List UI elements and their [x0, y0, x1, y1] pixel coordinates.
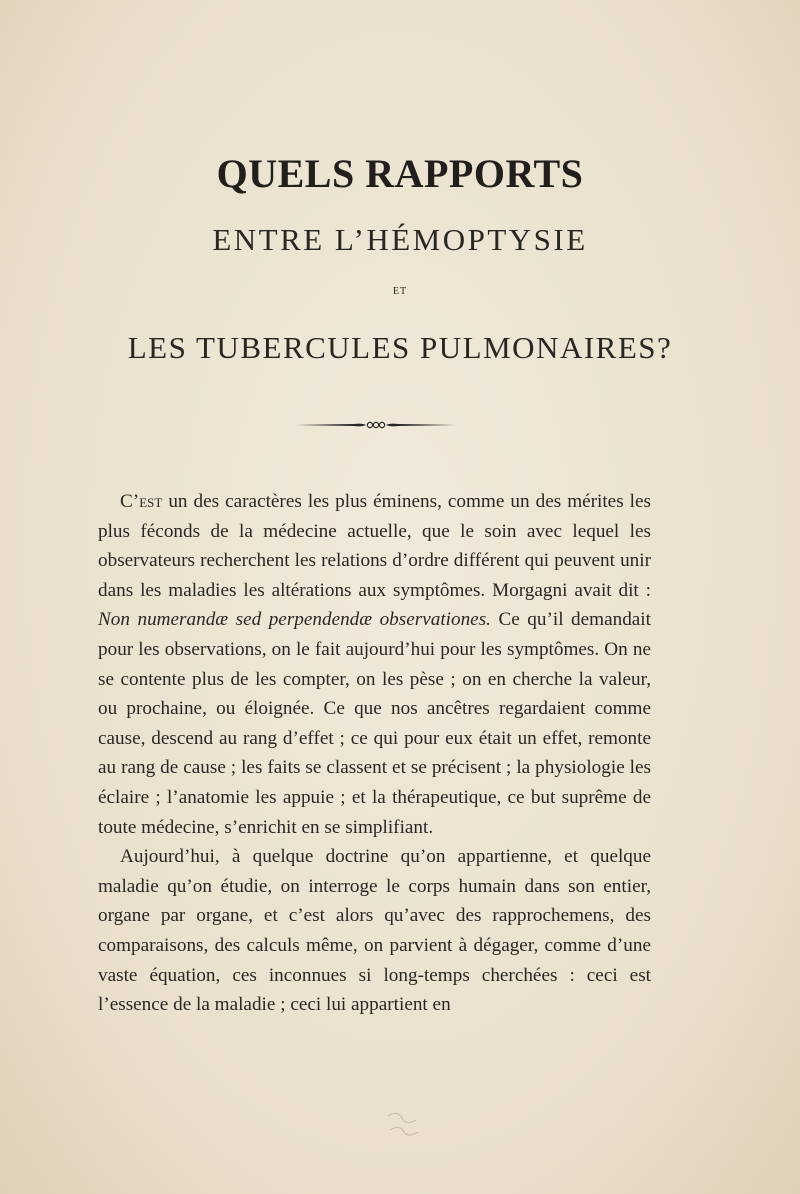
ornament-divider-icon — [296, 418, 456, 432]
latin-quote: Non numerandæ sed perpendendæ observationes. — [98, 609, 491, 631]
title-line-2: ENTRE L’HÉMOPTYSIE — [212, 222, 588, 257]
paragraph-1 — [98, 487, 651, 842]
paragraph-1-opening: C’est — [120, 491, 163, 512]
paragraph-1-text-continued: Ce qu’il demandait pour les observations, on le fait aujourd’hui pour les symptômes. On ne se contente plus de les compter, on les pèse ; on en cherche la valeur, ou prochaine, ou éloignée. Ce que nos ancêtres regardaient comme cause, descend au rang d’effet ; ce qui pour eux était un effet, remonte au rang de cause ; les faits se classent et se précisent ; la physiologie les éclaire ; l’anatomie les appuie ; et la thérapeutique, ce but suprême de toute médecine, s’enrichit en se simplifiant. — [98, 609, 651, 838]
title-line-3: ET — [392, 286, 408, 297]
title-line-4: LES TUBERCULES PULMONAIRES? — [127, 330, 673, 365]
title-line-1: QUELS RAPPORTS — [216, 151, 584, 196]
printer-flourish-icon — [378, 1108, 428, 1142]
paragraph-2: Aujourd’hui, à quelque doctrine qu’on appartienne, et quelque maladie qu’on étudie, on interroge le corps humain dans son entier, organe par organe, et c’est alors qu’avec des rapprochemens, des comparaisons, des calculs même, on parvient à dégager, comme d’une vaste équation, ces inconnues si long-temps cherchées : ceci est l’essence de la maladie ; ceci lui appartient en — [98, 846, 651, 1016]
body-text — [98, 487, 651, 1020]
paragraph-1-text: un des caractères les plus éminens, comme un des mérites les plus féconds de la médecine actuelle, que le soin avec lequel les observateurs recherchent les relations d’ordre différent qui peuvent unir dans les maladies les altérations aux symptômes. Morgagni avait dit : — [98, 491, 651, 601]
